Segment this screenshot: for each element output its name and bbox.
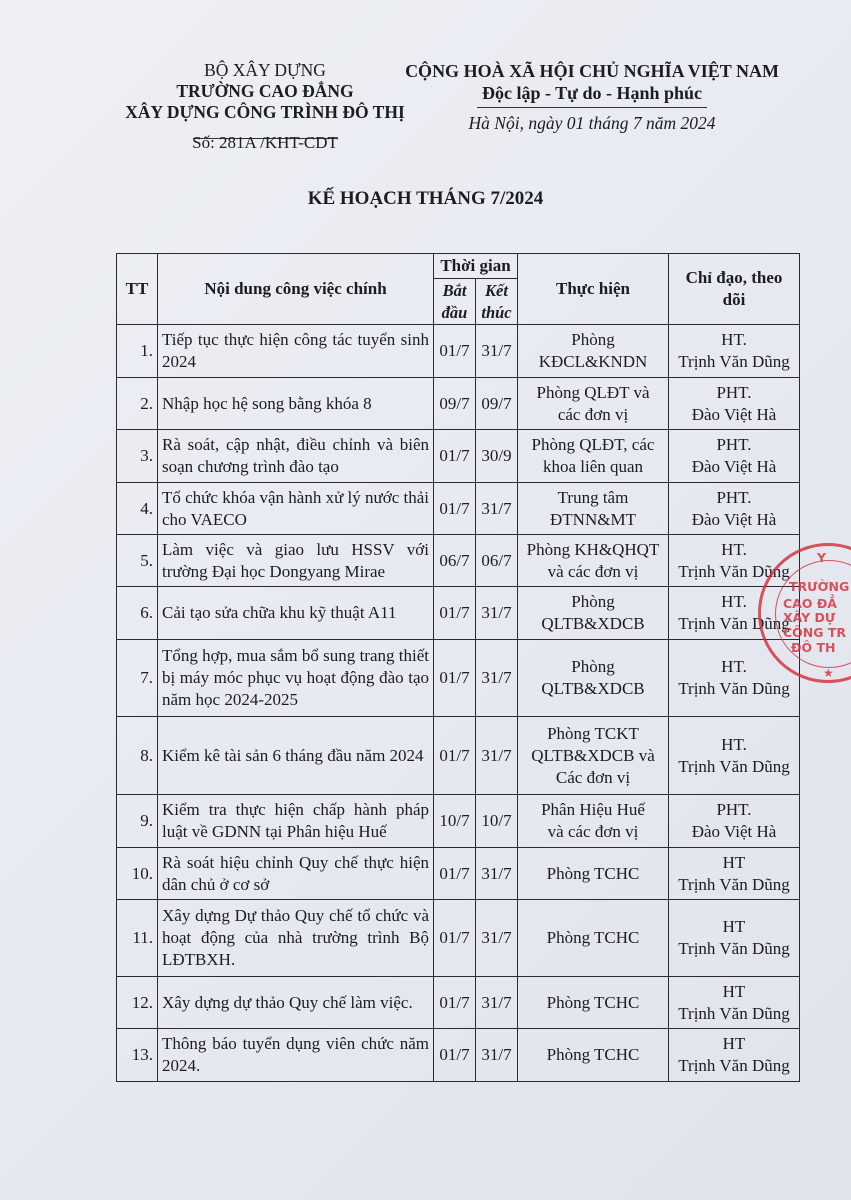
implementer-line: các đơn vị [557,404,629,424]
director-line: Trịnh Văn Dũng [678,874,790,894]
start-date: 01/7 [434,900,476,977]
header-director: Chỉ đạo, theo dõi [669,254,800,325]
start-date: 01/7 [434,1029,476,1082]
implementer-cell [518,1029,669,1082]
seal-text-3: CAO ĐẲ [783,596,837,611]
row-number: 10. [117,848,158,900]
end-date: 31/7 [476,640,518,717]
start-date: 01/7 [434,587,476,640]
implementer-line: khoa liên quan [542,457,644,476]
task-description: Xây dựng dự thảo Quy chế làm việc. [158,977,434,1029]
row-number: 2. [117,378,158,430]
header-start: Bắt đầu [434,279,476,325]
plan-table [116,253,800,1082]
motto-underline [477,107,707,108]
start-date: 01/7 [434,717,476,795]
end-date: 31/7 [476,587,518,640]
implementer-line: Phòng [571,592,615,611]
task-description: Nhập học hệ song bằng khóa 8 [158,378,434,430]
row-number: 13. [117,1029,158,1082]
director-line: Trịnh Văn Dũng [678,679,790,698]
seal-text-1: Y [817,550,827,565]
director-line: Đào Việt Hà [691,822,777,841]
start-date: 01/7 [434,325,476,378]
ministry-name: BỘ XÂY DỰNG [204,60,326,80]
start-date: 10/7 [434,795,476,848]
task-description: Kiểm tra thực hiện chấp hành pháp luật về GDNN tại Phân hiệu Huế [158,795,434,848]
row-number: 4. [117,483,158,535]
implementer-line: QLTB&XDCB [541,679,645,698]
implementer-cell [518,483,669,535]
implementer-line: Phòng QLĐT, các [531,435,655,454]
director-cell [669,1029,800,1082]
task-description: Xây dựng Dự thảo Quy chế tổ chức và hoạt động của nhà trường trình Bộ LĐTBXH. [158,900,434,977]
task-description: Thông báo tuyển dụng viên chức năm 2024. [158,1029,434,1082]
table-row [117,535,800,587]
row-number: 8. [117,717,158,795]
seal-text-4: XÂY DỰ [783,610,836,625]
implementer-line: Phòng TCHC [546,1045,640,1064]
implementer-cell [518,977,669,1029]
table-row [117,848,800,900]
school-name-line1: TRƯỜNG CAO ĐẲNG [176,81,354,101]
table-row [117,483,800,535]
director-cell [669,325,800,378]
director-cell [669,378,800,430]
end-date: 31/7 [476,325,518,378]
implementer-line: Trung tâm [557,487,629,507]
director-line: HT. [721,539,747,559]
end-date: 31/7 [476,1029,518,1082]
start-date: 09/7 [434,378,476,430]
row-number: 6. [117,587,158,640]
director-line: Đào Việt Hà [691,404,777,424]
director-cell [669,430,800,483]
end-date: 31/7 [476,483,518,535]
implementer-line: Phòng QLĐT và [536,382,650,402]
seal-text-5: CÔNG TR [783,625,847,640]
director-line: Đào Việt Hà [691,509,777,529]
task-description: Kiểm kê tài sản 6 tháng đầu năm 2024 [158,717,434,795]
document-title: KẾ HOẠCH THÁNG 7/2024 [307,188,544,209]
seal-text-2: TRƯỜNG [789,579,850,594]
director-line: PHT. [716,800,752,819]
implementer-line: Phòng TCHC [546,992,640,1012]
row-number: 9. [117,795,158,848]
table-row [117,640,800,717]
table-row [117,977,800,1029]
director-cell [669,795,800,848]
start-date: 01/7 [434,430,476,483]
table-row [117,378,800,430]
implementer-line: và các đơn vị [547,561,639,581]
director-line: HT [722,852,746,872]
director-cell [669,717,800,795]
start-date: 01/7 [434,483,476,535]
implementer-cell [518,325,669,378]
task-description: Tổng hợp, mua sắm bổ sung trang thiết bị máy móc phục vụ hoạt động đào tạo năm học 2024-2025 [158,640,434,717]
end-date: 10/7 [476,795,518,848]
task-description: Rà soát, cập nhật, điều chỉnh và biên soạn chương trình đào tạo [158,430,434,483]
implementer-line: Phòng [571,330,615,349]
header-end: Kết thúc [476,279,518,325]
director-line: HT. [721,330,747,349]
row-number: 1. [117,325,158,378]
director-line: Đào Việt Hà [691,457,777,476]
row-number: 7. [117,640,158,717]
start-date: 01/7 [434,848,476,900]
row-number: 5. [117,535,158,587]
task-description: Cải tạo sửa chữa khu kỹ thuật A11 [158,587,434,640]
national-header [372,60,812,134]
end-date: 31/7 [476,900,518,977]
table-row [117,1029,800,1082]
director-line: Trịnh Văn Dũng [678,756,790,776]
director-line: HT [722,1034,746,1053]
table-row [117,430,800,483]
header-tt: TT [117,254,158,325]
implementer-line: Phòng KH&QHQT [526,539,660,559]
table-row [117,717,800,795]
implementer-cell [518,640,669,717]
director-line: HT. [721,657,747,676]
director-line: PHT. [716,487,752,507]
row-number: 3. [117,430,158,483]
seal-star-icon: ★ [823,666,834,680]
implementer-line: Phòng TCKT [547,723,639,743]
director-cell [669,977,800,1029]
director-line: HT [722,981,746,1001]
table-row [117,900,800,977]
implementer-line: Phân Hiệu Huế [541,800,645,819]
director-line: HT. [721,734,747,754]
implementer-line: QLTB&XDCB và [531,745,655,765]
row-number: 12. [117,977,158,1029]
start-date: 06/7 [434,535,476,587]
end-date: 31/7 [476,977,518,1029]
director-cell [669,900,800,977]
director-line: Trịnh Văn Dũng [678,352,790,371]
implementer-line: Phòng [571,657,615,676]
start-date: 01/7 [434,977,476,1029]
header-task: Nội dung công việc chính [158,254,434,325]
implementer-cell [518,848,669,900]
implementer-cell [518,587,669,640]
end-date: 31/7 [476,717,518,795]
task-description: Tổ chức khóa vận hành xử lý nước thải cho VAECO [158,483,434,535]
director-line: PHT. [716,382,752,402]
table-row [117,795,800,848]
director-line: PHT. [716,435,752,454]
implementer-line: KĐCL&KNDN [538,352,648,371]
end-date: 06/7 [476,535,518,587]
seal-text-6: ĐÔ TH [791,640,836,655]
director-line: Trịnh Văn Dũng [678,614,790,633]
implementer-line: Phòng TCHC [546,928,640,947]
end-date: 31/7 [476,848,518,900]
school-name-line2: XÂY DỰNG CÔNG TRÌNH ĐÔ THỊ [125,102,405,122]
row-number: 11. [117,900,158,977]
table-row [117,587,800,640]
director-cell [669,483,800,535]
end-date: 09/7 [476,378,518,430]
header-implementer: Thực hiện [518,254,669,325]
implementer-line: và các đơn vị [547,822,639,841]
implementer-cell [518,795,669,848]
end-date: 30/9 [476,430,518,483]
document-date: Hà Nội, ngày 01 tháng 7 năm 2024 [468,113,716,133]
task-description: Rà soát hiệu chỉnh Quy chế thực hiện dân chủ ở cơ sở [158,848,434,900]
implementer-line: ĐTNN&MT [550,509,636,529]
implementer-line: Các đơn vị [555,767,631,787]
table-row [117,325,800,378]
implementer-line: Phòng TCHC [546,863,640,883]
header-time: Thời gian [434,254,518,279]
nation-name: CỘNG HOÀ XÃ HỘI CHỦ NGHĨA VIỆT NAM [405,61,779,81]
national-motto: Độc lập - Tự do - Hạnh phúc [481,83,703,103]
director-line: HT. [721,592,747,611]
director-cell [669,848,800,900]
director-line: Trịnh Văn Dũng [678,1056,790,1075]
task-description: Làm việc và giao lưu HSSV với trường Đại học Dongyang Mirae [158,535,434,587]
implementer-cell [518,430,669,483]
director-line: Trịnh Văn Dũng [678,1003,790,1023]
implementer-line: QLTB&XDCB [541,614,645,633]
implementer-cell [518,717,669,795]
implementer-cell [518,900,669,977]
implementer-cell [518,535,669,587]
start-date: 01/7 [434,640,476,717]
director-line: HT [722,917,746,936]
implementer-cell [518,378,669,430]
task-description: Tiếp tục thực hiện công tác tuyển sinh 2024 [158,325,434,378]
document-number: Số: 281A /KHT-CDT [192,133,338,152]
plan-table-body [117,325,800,1082]
director-line: Trịnh Văn Dũng [678,561,790,581]
director-line: Trịnh Văn Dũng [678,939,790,958]
